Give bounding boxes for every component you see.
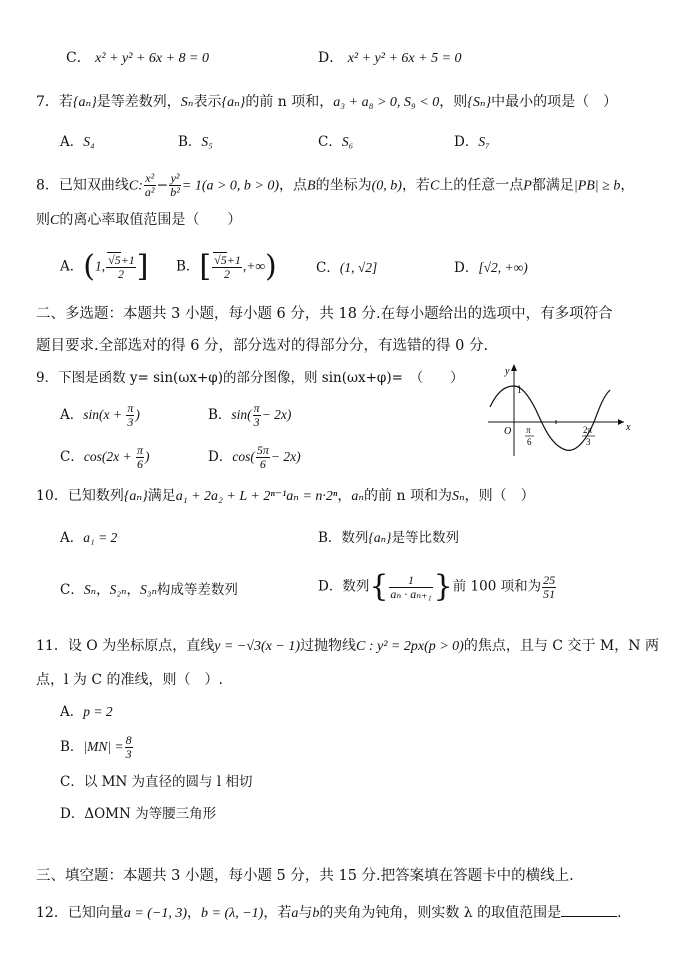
- curve-c: C: [50, 213, 60, 228]
- question-number: 11．: [36, 638, 68, 654]
- stem-text: 若: [58, 94, 73, 110]
- stem-text: ，若: [263, 905, 292, 921]
- option-label: B．数列: [318, 530, 369, 546]
- question-11-stem: [36, 636, 659, 657]
- option-value: S₇: [478, 134, 490, 149]
- option-value: a₁ = 2: [83, 530, 118, 545]
- curve-name: C:: [128, 178, 143, 194]
- sequence-symbol: {aₙ}: [221, 95, 246, 110]
- option-label: B．: [60, 739, 84, 755]
- sine-curve: [490, 386, 610, 450]
- option-value: S₅: [201, 134, 213, 149]
- stem-text: 过抛物线: [300, 638, 356, 654]
- term: S₃ₙ: [140, 582, 157, 597]
- term: Sₙ: [83, 582, 97, 597]
- y2-over-b2: $\frac{\text{y²}}{\text{b²}}$: [170, 171, 180, 199]
- stem-text: 已知数列: [67, 488, 124, 504]
- option-label: B．: [176, 258, 200, 275]
- stem-text: 与: [298, 905, 313, 921]
- option-expression: x² + y² + 6x + 8 = 0: [95, 51, 209, 66]
- stem-text: 的前 n 项和为: [364, 488, 452, 504]
- stem-text: 上的任意一点: [439, 177, 524, 194]
- question-7-stem: [36, 92, 617, 113]
- condition-expression: a₃ + a₈ > 0, S₉ < 0: [333, 95, 440, 110]
- x-axis-arrow-icon: [618, 419, 624, 425]
- question-8-stem-line2: [36, 210, 241, 231]
- option-text: 前 100 项和为: [452, 578, 542, 595]
- question-number: 12．: [36, 905, 68, 921]
- section-3-heading: 三、填空题：本题共 3 小题，每小题 5 分，共 15 分.把答案填在答题卡中的横线上.: [36, 868, 574, 884]
- q10-option-c: C．Sₙ，S₂ₙ，S₃ₙ构成等差数列: [60, 582, 238, 598]
- two-pi-label: 2π: [583, 425, 593, 435]
- stem-text: ，则（ ）: [464, 488, 535, 504]
- q6-option-c: [66, 48, 209, 69]
- q10-option-d: D．数列{ $\frac{1}{\text{aₙ · aₙ₊₁}}$ }前 100 项和为 $\frac{25}{51}$: [318, 569, 556, 604]
- term: S₂ₙ: [109, 582, 127, 597]
- q9-option-b: B．sin( $\frac{\pi}{3}$ − 2x): [208, 401, 292, 429]
- q7-option-a: [60, 132, 95, 152]
- option-label: B．: [178, 134, 202, 150]
- inequality: |PB| ≥ b: [573, 178, 621, 194]
- stem-text: 的离心率取值范围是（ ）: [59, 212, 242, 228]
- stem-text: 已知双曲线: [58, 177, 129, 194]
- option-label: A．: [60, 258, 84, 275]
- y-label: y: [505, 366, 510, 377]
- question-number: 7．: [36, 94, 59, 110]
- option-label: A．: [60, 530, 84, 546]
- point-p: P: [523, 178, 532, 194]
- option-label: D．: [454, 134, 479, 150]
- line-expression: y = −√3(x − 1): [214, 639, 300, 654]
- q9-option-c: C．cos(2x + $\frac{\pi}{6}$ ): [60, 443, 150, 471]
- stem-text: 是等差数列，: [96, 94, 181, 110]
- question-number: 8．: [36, 177, 59, 194]
- stem-text: ，若: [401, 177, 430, 194]
- three-label: 3: [586, 437, 591, 447]
- option-label: A．: [60, 704, 84, 720]
- q10-option-b: B．数列{aₙ}是等比数列: [318, 530, 459, 546]
- sum-symbol: Sₙ: [180, 95, 194, 110]
- option-label: D．: [454, 260, 479, 276]
- point-b: B: [307, 178, 316, 194]
- stem-text: ，则: [439, 94, 468, 110]
- option-label: A．: [60, 134, 84, 150]
- vector-a: a = (−1, 3): [123, 906, 188, 921]
- stem-text: ，: [187, 905, 202, 921]
- question-9-stem: 9．下图是函数 y= sin(ωx+φ)的部分图像，则 sin(ωx+φ)= （ ）: [36, 370, 464, 386]
- fraction-25-51: $\frac{25}{51}$: [543, 572, 556, 601]
- q8-option-c: [316, 258, 377, 278]
- q8-option-a: A．(1, $\frac{√5+1}{2}$ ]: [60, 249, 149, 284]
- question-12-stem: 12．已知向量a = (−1, 3)，b = (λ, −1)，若a与b的夹角为钝角，则实数 λ 的取值范围是 .: [36, 902, 622, 924]
- one-label: 1: [517, 385, 522, 395]
- option-value: [√2, +∞): [478, 260, 528, 275]
- stem-text: 满足: [147, 488, 176, 504]
- condition-expression: a₁ + 2a₂ + L + 2ⁿ⁻¹aₙ = n·2ⁿ: [175, 489, 338, 504]
- origin-label: O: [504, 426, 512, 437]
- option-expression: x² + y² + 6x + 5 = 0: [347, 51, 462, 66]
- y-axis-arrow-icon: [511, 364, 517, 371]
- parabola-expression: C : y² = 2px(p > 0): [356, 639, 464, 654]
- section-2-heading-line2: 题目要求.全部选对的得 6 分，部分选对的得部分分，有选错的得 0 分.: [36, 338, 489, 354]
- condition-expression: = 1(a > 0, b > 0): [181, 178, 280, 194]
- q7-option-b: [178, 132, 213, 152]
- q7-option-c: [318, 132, 353, 152]
- sine-graph: [484, 360, 634, 460]
- option-label: D．: [318, 50, 344, 66]
- stem-text: 的夹角为钝角，则实数 λ 的取值范围是: [319, 905, 562, 921]
- option-value: p = 2: [83, 704, 113, 719]
- stem-text: ，点: [279, 177, 308, 194]
- pi-label: π: [526, 425, 531, 435]
- sum-sequence: {Sₙ}: [467, 95, 492, 110]
- option-label: C．: [318, 134, 342, 150]
- curve-c: C: [429, 178, 440, 194]
- option-label: D．数列: [318, 578, 370, 595]
- stem-text: 设 O 为坐标原点，直线: [67, 638, 215, 654]
- q7-option-d: [454, 132, 490, 152]
- q8-option-d: [454, 258, 528, 278]
- option-value: (1, √2]: [339, 260, 378, 275]
- stem-text: 中最小的项是（ ）: [491, 94, 618, 110]
- q10-option-a: [60, 528, 117, 548]
- option-label: B．: [208, 407, 232, 423]
- q8-option-b: B．[ $\frac{√5+1}{2}$ ,+∞): [176, 249, 277, 284]
- question-number: 10．: [36, 488, 68, 504]
- option-text: 是等比数列: [391, 530, 459, 546]
- option-value: |MN| =: [83, 739, 124, 754]
- option-label: D．: [208, 449, 233, 465]
- option-label: C．: [60, 449, 84, 465]
- option-value: S₆: [341, 134, 354, 149]
- coordinate: (0, b): [371, 178, 402, 194]
- q11-option-c: C．以 MN 为直径的圆与 l 相切: [60, 774, 253, 790]
- stem-text: 的坐标为: [315, 177, 372, 194]
- x-label: x: [626, 422, 631, 433]
- option-label: C．: [60, 582, 84, 598]
- section-2-heading: 二、多选题：本题共 3 小题，每小题 6 分，共 18 分.在每小题给出的选项中，有多项符合: [36, 306, 613, 322]
- sequence-symbol: {aₙ}: [72, 95, 97, 110]
- fraction-8-3: $\frac{8}{3}$: [125, 733, 132, 761]
- q9-option-d: D．cos( $\frac{5\pi}{6}$ − 2x): [208, 443, 301, 471]
- option-label: C．: [316, 260, 340, 276]
- option-label: C．: [66, 50, 91, 66]
- six-label: 6: [527, 437, 532, 447]
- stem-text: 都满足: [531, 177, 574, 194]
- stem-text: ，: [620, 177, 635, 194]
- option-text: 构成等差数列: [156, 582, 238, 598]
- answer-blank[interactable]: [561, 902, 617, 917]
- vector-b: b = (λ, −1): [201, 906, 264, 921]
- stem-text: 的焦点，且与 C 交于 M，N 两: [463, 638, 659, 654]
- option-label: A．: [60, 407, 84, 423]
- q11-option-d: D．ΔOMN 为等腰三角形: [60, 806, 217, 822]
- stem-text: 已知向量: [67, 905, 124, 921]
- stem-text: .: [617, 905, 622, 921]
- stem-text: ，: [337, 488, 352, 504]
- stem-text: 表示: [193, 94, 222, 110]
- q11-option-b: [60, 734, 134, 761]
- q6-option-d: [318, 48, 462, 69]
- q9-option-a: A．sin(x + $\frac{\pi}{3}$ ): [60, 401, 140, 429]
- option-value: S₄: [83, 134, 95, 149]
- x2-over-a2: $\frac{\text{x²}}{\text{a²}}$: [144, 171, 155, 199]
- q11-option-a: [60, 702, 113, 722]
- question-8-stem: 8．已知双曲线C: $\frac{\text{x²}}{\text{a²}}$ − $\frac{\text{y²}}{\text{b²}}$ = 1(a > 0, b > 0)，点B的坐标为(0, b)，若C上的任意一点P都满足|PB| ≥ b，: [36, 171, 635, 199]
- stem-text: 则: [36, 212, 50, 228]
- question-11-stem-line2: 点，l 为 C 的准线，则（ ）.: [36, 672, 223, 688]
- stem-text: 的前 n 项和，: [245, 94, 334, 110]
- question-10-stem: 10．已知数列{aₙ}满足a₁ + 2a₂ + L + 2ⁿ⁻¹aₙ = n·2ⁿ，aₙ的前 n 项和为Sₙ，则（ ）: [36, 488, 535, 504]
